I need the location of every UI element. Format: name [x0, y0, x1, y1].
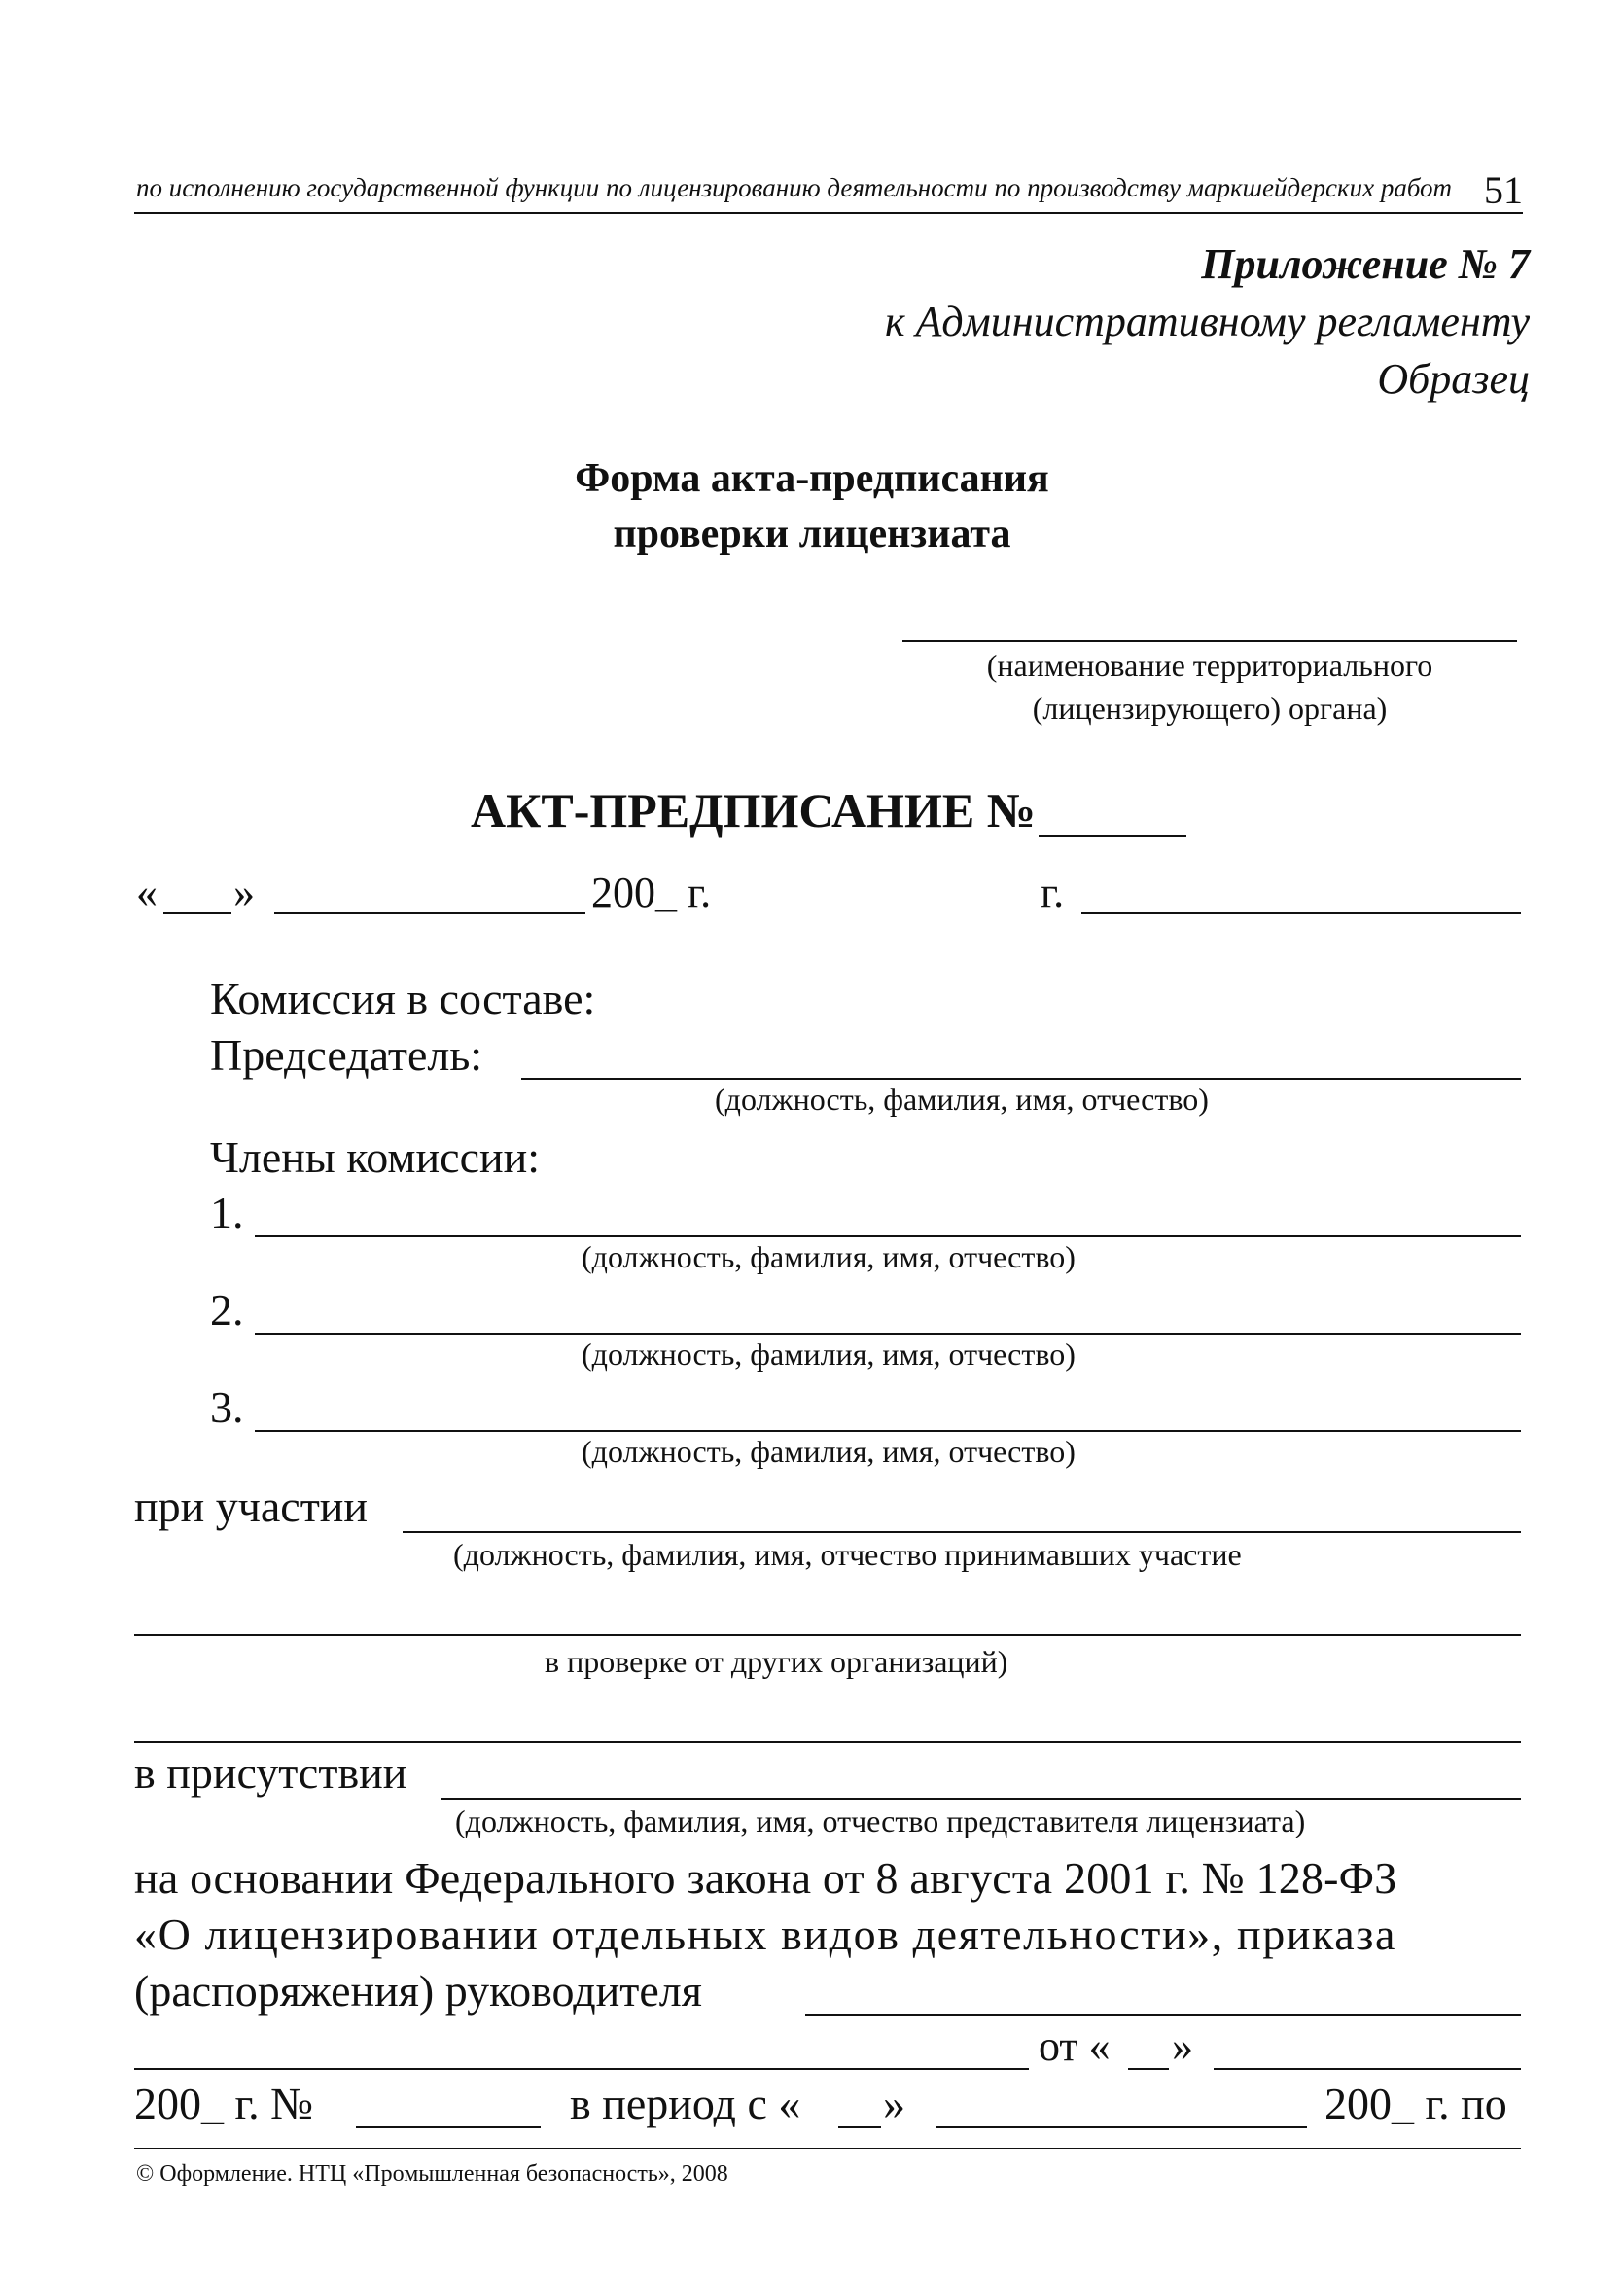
presence-blank[interactable] [441, 1798, 1521, 1800]
running-header: по исполнению государственной функции по лицензированию деятельности по производству маркшейдерских работ [136, 173, 1453, 202]
order-name-blank[interactable] [134, 2068, 1029, 2070]
basis-line-1: на основании Федерального закона от 8 августа 2001 г. № 128-ФЗ [134, 1853, 1397, 1903]
authority-caption-line1: (наименование территориального [986, 648, 1433, 683]
chairman-blank[interactable] [521, 1078, 1521, 1080]
act-number-blank[interactable] [1039, 835, 1186, 837]
basis-line-3: (распоряжения) руководителя [134, 1966, 702, 2016]
chairman-caption: (должность, фамилия, имя, отчество) [715, 1082, 1209, 1117]
authority-blank[interactable] [902, 640, 1517, 642]
period-close: » [883, 2079, 905, 2128]
form-title-line1: Форма акта-предписания [575, 456, 1049, 501]
period-label: в период с « [570, 2079, 801, 2128]
member-1-num: 1. [210, 1188, 244, 1237]
city-prefix: г. [1041, 869, 1065, 916]
participation-blank[interactable] [403, 1531, 1521, 1533]
member-2-blank[interactable] [255, 1333, 1521, 1335]
chairman-label: Председатель: [210, 1030, 483, 1080]
page-number: 51 [1484, 168, 1523, 212]
day-blank[interactable] [163, 912, 231, 914]
presence-label: в присутствии [134, 1748, 407, 1798]
from-month-blank[interactable] [1214, 2068, 1521, 2070]
member-1-caption: (должность, фамилия, имя, отчество) [582, 1239, 1076, 1274]
member-3-num: 3. [210, 1382, 244, 1432]
order-head-blank[interactable] [805, 2014, 1521, 2016]
form-title-line2: проверки лицензиата [613, 512, 1011, 556]
appendix-to: к Административному регламенту [884, 298, 1530, 345]
act-title: АКТ-ПРЕДПИСАНИЕ № [471, 783, 1036, 838]
members-label: Члены комиссии: [210, 1132, 541, 1182]
member-1-blank[interactable] [255, 1235, 1521, 1237]
participation-caption-1: (должность, фамилия, имя, отчество принимавших участие [453, 1537, 1242, 1572]
period-day-blank[interactable] [838, 2126, 881, 2128]
city-blank[interactable] [1081, 912, 1521, 914]
from-label: от « [1039, 2022, 1111, 2070]
commission-heading: Комиссия в составе: [210, 974, 596, 1023]
year-no: 200_ г. № [134, 2079, 314, 2128]
year-to: 200_ г. по [1324, 2079, 1507, 2128]
member-3-blank[interactable] [255, 1430, 1521, 1432]
period-month-blank[interactable] [936, 2126, 1307, 2128]
participation-blank-3[interactable] [134, 1741, 1521, 1743]
date-quote-close: » [233, 869, 255, 916]
header-rule [134, 212, 1523, 214]
date-quote-open: « [136, 869, 158, 916]
from-close: » [1172, 2022, 1193, 2070]
participation-blank-2[interactable] [134, 1634, 1521, 1636]
participation-caption-2: в проверке от других организаций) [545, 1644, 1008, 1679]
member-2-caption: (должность, фамилия, имя, отчество) [582, 1337, 1076, 1372]
footer-rule [134, 2148, 1521, 2149]
member-2-num: 2. [210, 1285, 244, 1335]
from-day-blank[interactable] [1128, 2068, 1169, 2070]
member-3-caption: (должность, фамилия, имя, отчество) [582, 1434, 1076, 1469]
footer-copyright: © Оформление. НТЦ «Промышленная безопасность», 2008 [136, 2161, 728, 2187]
appendix-sample: Образец [1377, 355, 1530, 403]
authority-caption-line2: (лицензирующего) органа) [1032, 691, 1388, 726]
basis-line-2: «О лицензировании отдельных видов деятельности», приказа [134, 1909, 1397, 1959]
presence-caption: (должность, фамилия, имя, отчество представителя лицензиата) [455, 1803, 1306, 1838]
date-year: 200_ г. [591, 869, 712, 916]
order-number-blank[interactable] [356, 2126, 541, 2128]
appendix-number: Приложение № 7 [1201, 240, 1530, 288]
participation-label: при участии [134, 1481, 369, 1531]
month-blank[interactable] [274, 912, 585, 914]
